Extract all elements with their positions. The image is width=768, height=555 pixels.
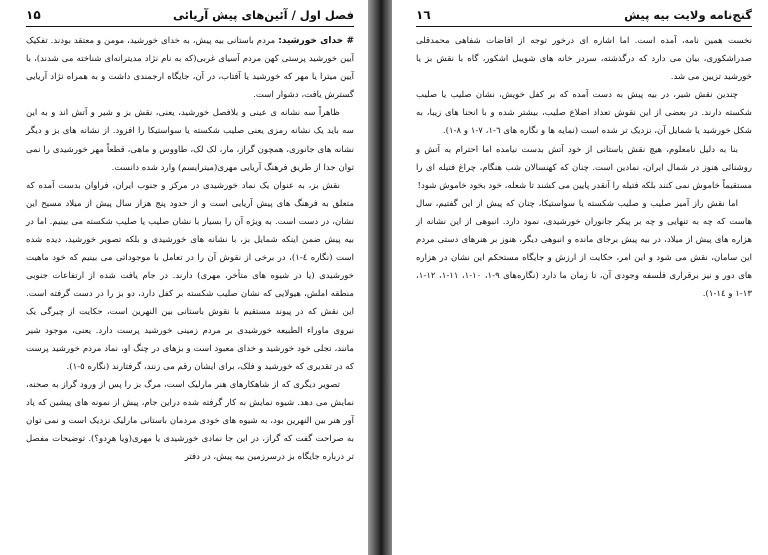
paragraph-text: مردم باستانی بیه پیش، به خدای خورشید، مومن و معتقد بودند. تفکیک آیین خورشید پرستی کهن مردم آسیای غربی(که به نام نژاد مدیترانه‌ای شناخته می شدند)، با آیین میترا یا مهر که خورشید یا آفتاب، در آن، جایگاه ارجمندی داشت و به همراه نژاد آریایی گسترش یافت، دشوار است. (26, 36, 354, 101)
book-spine (368, 0, 392, 555)
paragraph: نقش بز، به عنوان یک نماد خورشیدی در مرکز و جنوب ایران، فراوان بدست آمده که متعلق به فرهنگ های پیش آریایی است و از حدود پنج هزار سال پیش از میلاد مسیح این نشان، در دست است. به ویژه آن را بسیار با نشان صلیب یا صلیب شکسته می بینیم. اما در بیه پیش ضمن اینکه شمایل بز، با نشانه های خورشیدی و بلکه تصویر خورشید، دیده شده است (نگاره ٤-١)، در برخی از نقوش آن را در تعامل با موجوداتی می بینیم که خود ماهیت خورشیدی (یا در شیوه های متأخر، مهری) دارند. در جام یافت شده از ارتفاعات جنوبی منطقه املش، هیولایی که نشان صلیب شکسته بر کفل دارد، دو بز را در دست گرفته است. این نقش که در پیوند مستقیم با نقوش باستانی بین النهرین است، حکایت از چیرگی یک نیروی ماوراء الطبیعه خورشیدی بر مردم زمینی خورشید پرست دارد. یعنی، موجود شیر مانند، تجلی خود خورشید و خدای معبود است و بزهای در چنگ او، نماد مردم خورشید پرست که در تقدیری که خورشید و فلک، برای ایشان رقم می زنند، گرفتارند (نگاره ٥-١). (26, 180, 354, 372)
paragraph: چندین نقش شیر، در بیه پیش به دست آمده که بر کفل خویش، نشان صلیب یا صلیب شکسته دارند. در بعضی از این نقوش تعداد اضلاع صلیب، بیشتر شده و با انحنا های زیبا، به شکل خورشید یا شمایل آن، نزدیک تر شده است (نمایه ها و نگاره های ٦-١، ٧-١ و ٨-١). (416, 90, 752, 137)
header-title: گنج‌نامه ولایت بیه پیش (624, 8, 752, 22)
paragraph: تصویر دیگری که از شاهکارهای هنر مارلیک است، مرگ بز را پس از ورود گراز به صحنه، نمایش می دهد. شیوه نمایش به کار گرفته شده دراین جام، پیش از نمونه های پیشین که یاد آور هنر بین النهرین بود، به شیوه های خودی مردمان باستانی مارلیک نزدیک است و نمی توان به صراحت گفت که گراز، در این جا نمادی خورشیدی یا مهری(ویا هرِدو؟). توضیحات مفصل تر درباره جایگاه بز درسرزمین بیه پیش، در دفتر (26, 379, 354, 463)
paragraph: اما نقش راز آمیز صلیب و صلیب شکسته یا سواستیکا، چنان که پیش از این گفتیم، سال هاست که چه به تنهایی و چه بر پیکر جانوران خورشیدی، نمود دارد. انبوهی از این نشانه از هزاره های پیش از میلاد، در بیه پیش برجای مانده و انبوهی دیگر، هنوز بر هنرهای دستی مردم این سامان، نقش می شود و این امر، حکایت از ارزش و جایگاه مستحکم این نشان در هزاره های دور و نیز برقراری فلسفه وجودی آن، تا زمان ما دارد (نگاره‌های ٩-١، ١٠-١، ١١-١، ١٢-١، ١٣-١ و ١٤-١). (416, 198, 752, 300)
paragraph: نخست همین نامه، آمده است. اما اشاره ای درخور توجه از افاضات شفاهی محمدقلی صدراشکوری، بیان می دارد که درگذشته، سردر خانه های شویبل اشکور، گاه با نقش بز یا خورشید تزیین می شد. (416, 36, 752, 83)
left-page (392, 0, 768, 555)
paragraph (26, 32, 354, 104)
paragraph: بنا به دلیل نامعلوم، هیچ نقش باستانی از خود آتش بدست نیامده اما احترام به آتش و روشنائی هنوز در شمال ایران، نمادین است. چنان که کهنسالان شب هنگام، چراغ فتیله ای را مستقیماً خاموش نمی کنند بلکه فتیله را آنقدر پایین می کشند تا شعله، خود بخود خاموش شود! (416, 144, 752, 191)
page-body (416, 32, 752, 303)
page-number: ۱٦ (416, 8, 431, 22)
page-number: ۱۵ (26, 8, 41, 22)
page-body (26, 32, 354, 466)
page-header (416, 8, 752, 27)
section-heading: # خدای خورشید: (278, 36, 355, 46)
header-title: فصل اول / آئین‌های پیش آریائی (173, 8, 354, 22)
right-page (0, 0, 368, 555)
page-header (26, 8, 354, 27)
paragraph: ظاهراً سه نشانه ی عینی و بلافصل خورشید، یعنی، نقش بز و شیر و آتش اند و به این سه باید یک نشانه رمزی یعنی صلیب شکسته یا سواستیکا را افزود. از نشانه های بز و دیگر نشانه های جانوری، همچون گراز، مار، لک لک، طاووس و ماهی، قطعاً مهر خورشیدی را نمی توان جدا از طریق فرهنگ آریایی مهری(میترایسم) وارد شده دانست. (26, 108, 354, 173)
